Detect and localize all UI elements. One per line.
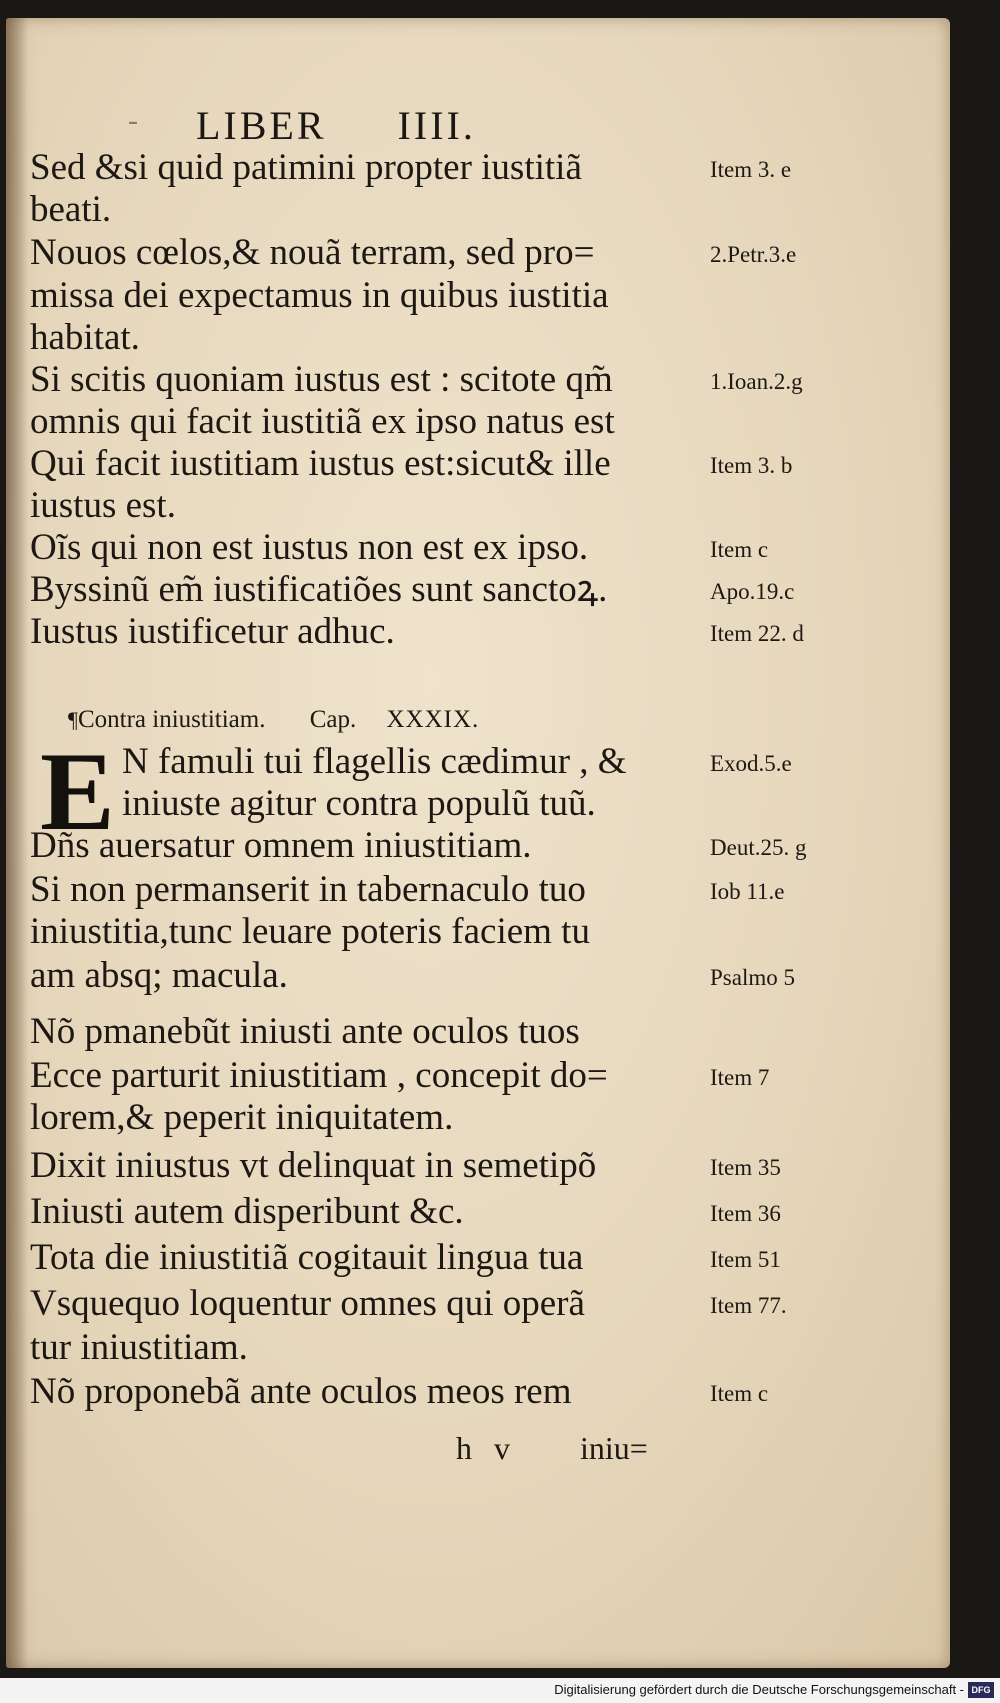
text-line: Si scitis quoniam iustus est : scitote qm̃ <box>30 359 613 400</box>
pilcrow-icon: ¶ <box>68 707 78 732</box>
marginal-note: Item 36 <box>710 1201 781 1226</box>
marginal-note: Deut.25. g <box>710 835 807 860</box>
text-line: Si non permanserit in tabernaculo tuo <box>30 869 586 910</box>
text-line: iniustitia,tunc leuare poteris faciem tu <box>30 911 590 952</box>
catchword: iniu= <box>580 1430 648 1466</box>
marginal-note: 1.Ioan.2.g <box>710 369 803 394</box>
text-line: Sed &si quid patimini propter iustitiã <box>30 147 582 188</box>
marginal-note: 2.Petr.3.e <box>710 242 797 267</box>
book-page <box>6 18 950 1668</box>
text-line: Vsquequo loquentur omnes qui operã <box>30 1283 585 1324</box>
text-line: missa dei expectamus in quibus iustitia <box>30 275 609 316</box>
text-line: N famuli tui flagellis cædimur , & <box>122 741 627 782</box>
dfg-logo-icon: DFG <box>968 1682 994 1698</box>
running-head-number: IIII. <box>397 103 476 148</box>
text-line: beati. <box>30 189 112 230</box>
text-line: Nõ pmanebũt iniusti ante oculos tuos <box>30 1011 580 1052</box>
marginal-note: Exod.5.e <box>710 751 792 776</box>
marginal-note: Iob 11.e <box>710 879 785 904</box>
text-line: Iniusti autem disperibunt &c. <box>30 1191 464 1232</box>
text-line: iniuste agitur contra populũ tuũ. <box>122 783 596 824</box>
text-line: Oĩs qui non est iustus non est ex ipso. <box>30 527 589 568</box>
chapter-number: XXXIX. <box>386 706 480 733</box>
signature-letter: h <box>456 1430 472 1466</box>
text-line: Tota die iniustitiã cogitauit lingua tua <box>30 1237 584 1278</box>
text-line: Ecce parturit iniustitiam , concepit do= <box>30 1055 608 1096</box>
footer-credit: Digitalisierung gefördert durch die Deutsche Forschungsgemeinschaft - <box>554 1682 964 1697</box>
text-line: Dixit iniustus vt delinquat in semetipõ <box>30 1145 597 1186</box>
chapter-heading <box>68 706 479 734</box>
page-gutter-shadow <box>6 18 28 1668</box>
marginal-note: Item c <box>710 1381 769 1406</box>
marginal-note: Item c <box>710 537 769 562</box>
text-line: Dñs auersatur omnem iniustitiam. <box>30 825 532 866</box>
text-line: Nõ proponebã ante oculos meos rem <box>30 1371 572 1412</box>
marginal-note: Item 3. b <box>710 453 793 478</box>
marginal-note: Item 22. d <box>710 621 804 646</box>
text-line: Byssinũ em̃ iustificatiões sunt sanctoꝝ. <box>30 569 608 610</box>
chapter-title: Contra iniustitiam. <box>77 706 266 733</box>
text-line: habitat. <box>30 317 140 358</box>
text-line: tur iniustitiam. <box>30 1327 248 1368</box>
text-line: iustus est. <box>30 485 176 526</box>
marginal-note: Item 77. <box>710 1293 787 1318</box>
running-head <box>128 102 476 149</box>
marginal-note: Item 3. e <box>710 157 792 182</box>
marginal-note: Psalmo 5 <box>710 965 795 990</box>
text-line: omnis qui facit iustitiã ex ipso natus est <box>30 401 615 442</box>
marginal-note: Apo.19.c <box>710 579 795 604</box>
text-line: Qui facit iustitiam iustus est:sicut& ille <box>30 443 611 484</box>
signature-mark <box>456 1430 648 1467</box>
running-head-ornament: - <box>128 104 141 137</box>
drop-initial: E <box>40 730 115 854</box>
chapter-cap-label: Cap. <box>309 706 357 733</box>
signature-numeral: v <box>494 1430 510 1466</box>
text-line: am absq; macula. <box>30 955 288 996</box>
digitization-footer <box>0 1678 1000 1703</box>
marginal-note: Item 7 <box>710 1065 770 1090</box>
text-line: lorem,& peperit iniquitatem. <box>30 1097 454 1138</box>
marginal-note: Item 51 <box>710 1247 781 1272</box>
text-line: Nouos cœlos,& nouã terram, sed pro= <box>30 232 595 273</box>
text-line: Iustus iustificetur adhuc. <box>30 611 395 652</box>
running-head-title: LIBER <box>196 103 327 148</box>
marginal-note: Item 35 <box>710 1155 781 1180</box>
